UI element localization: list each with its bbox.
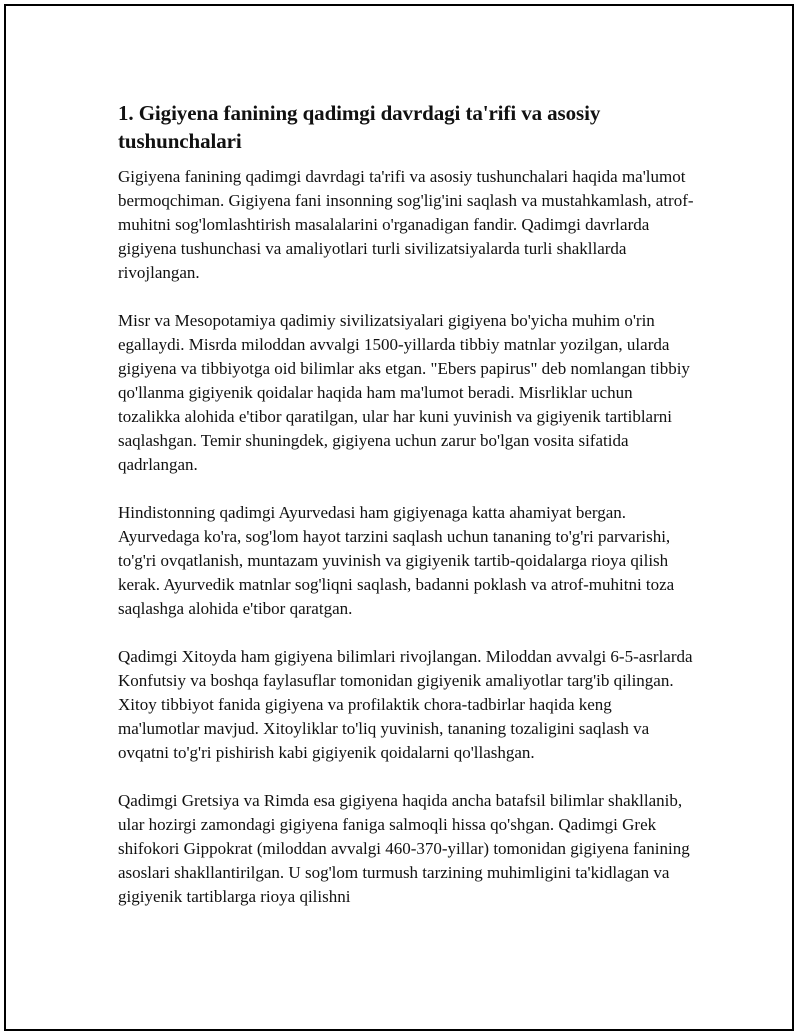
paragraph-greece-rome: Qadimgi Gretsiya va Rimda esa gigiyena haqida ancha batafsil bilimlar shakllanib, ular hozirgi zamondagi gigiyena faniga salmoqli hissa qo'shgan. Qadimgi Grek shifokori Gippokrat (miloddan avvalgi 460-370-yillar) tomonidan gigiyena fanining asoslari shakllantirilgan. U sog'lom turmush tarzining muhimligini ta'kidlagan va gigiyenik tartiblarga rioya qilishni [118, 791, 690, 906]
paragraph-egypt-mesopotamia: Misr va Mesopotamiya qadimiy sivilizatsiyalari gigiyena bo'yicha muhim o'rin egallaydi. Misrda miloddan avvalgi 1500-yillarda tibbiy matnlar yozilgan, ularda gigiyena va tibbiyotga oid bilimlar aks etgan. "Ebers papirus" deb nomlangan tibbiy qo'llanma gigiyenik qoidalar haqida ham ma'lumot beradi. Misrliklar uchun tozalikka alohida e'tibor qaratilgan, ular har kuni yuvinish va gigiyenik tartiblarni saqlashgan. Temir shuningdek, gigiyena uchun zarur bo'lgan vosita sifatida qadrlangan. [118, 311, 690, 474]
paragraph-india-ayurveda: Hindistonning qadimgi Ayurvedasi ham gigiyenaga katta ahamiyat bergan. Ayurvedaga ko'ra, sog'lom hayot tarzini saqlash uchun tananing to'g'ri parvarishi, to'g'ri ovqatlanish, muntazam yuvinish va gigiyenik tartib-qoidalarga rioya qilish kerak. Ayurvedik matnlar sog'liqni saqlash, badanni poklash va atrof-muhitni toza saqlashga alohida e'tibor qaratgan. [118, 503, 675, 618]
page-frame [4, 4, 794, 1031]
paragraph-china: Qadimgi Xitoyda ham gigiyena bilimlari rivojlangan. Miloddan avvalgi 6-5-asrlarda Konfutsiy va boshqa faylasuflar tomonidan gigiyenik amaliyotlar targ'ib qilingan. Xitoy tibbiyot fanida gigiyena va profilaktik chora-tadbirlar haqida keng ma'lumotlar mavjud. Xitoyliklar to'liq yuvinish, tananing tozaligini saqlash va ovqatni to'g'ri pishirish kabi gigiyenik qoidalarni qo'llashgan. [118, 647, 693, 762]
section-heading: 1. Gigiyena fanining qadimgi davrdagi ta'rifi va asosiy tushunchalari [118, 101, 601, 153]
paragraph-intro: Gigiyena fanining qadimgi davrdagi ta'rifi va asosiy tushunchalari haqida ma'lumot bermoqchiman. Gigiyena fani insonning sog'lig'ini saqlash va mustahkamlash, atrof-muhitni sog'lomlashtirish masalalarini o'rganadigan fandir. Qadimgi davrlarda gigiyena tushunchasi va amaliyotlari turli sivilizatsiyalarda turli shakllarda rivojlangan. [118, 167, 694, 282]
document-body [118, 99, 696, 933]
